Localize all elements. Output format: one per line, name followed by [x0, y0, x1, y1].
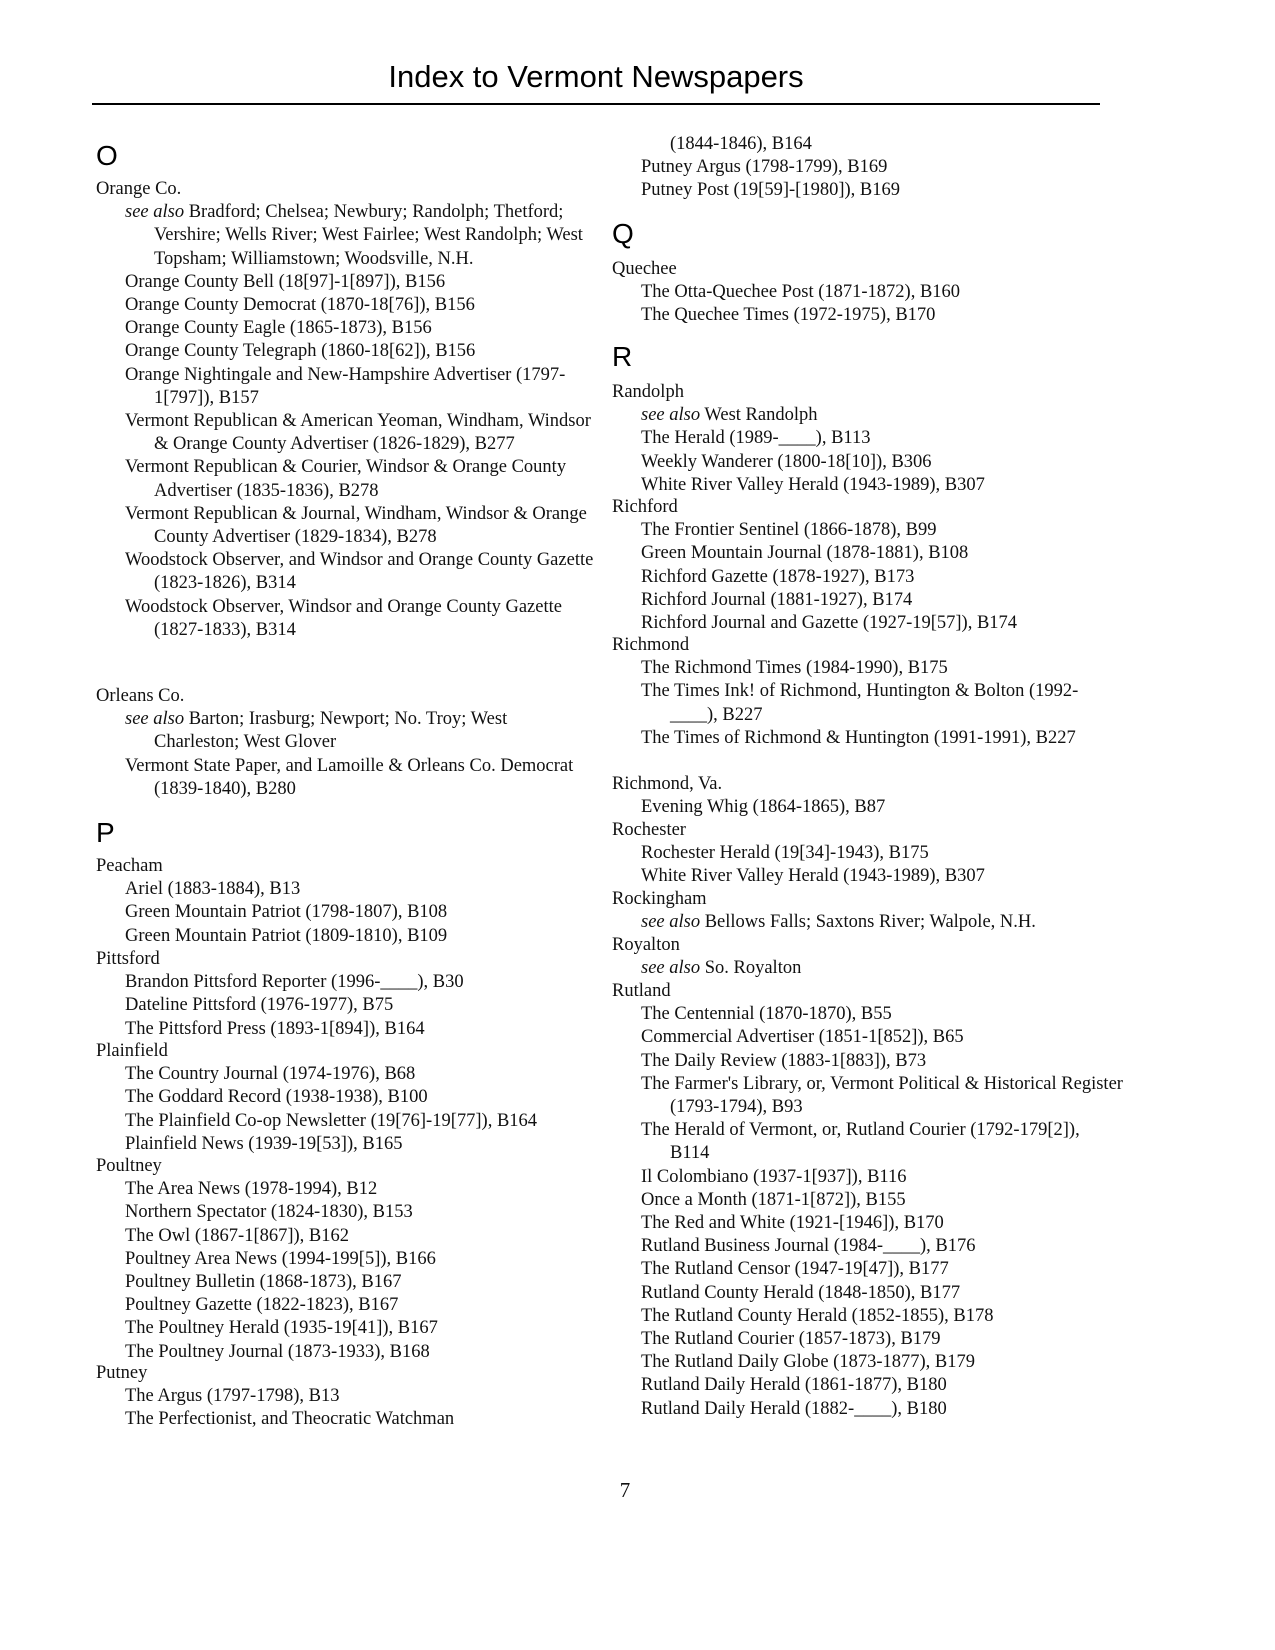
section-letter-p: P	[96, 817, 115, 848]
section-letter-o: O	[96, 140, 118, 171]
index-entry: The Rutland Daily Globe (1873-1877), B179	[641, 1352, 975, 1373]
see-also-places: So. Royalton	[704, 958, 802, 979]
see-also-places: Bradford; Chelsea; Newbury; Randolph; Thetford; Vershire; Wells River; West Fairlee; West Randolph; West Topsham; Williamstown; Woodsville, N.H.	[154, 202, 583, 269]
index-entry: Rochester Herald (19[34]-1943), B175	[641, 843, 929, 864]
index-group-peacham	[96, 855, 596, 948]
index-entry: Vermont State Paper, and Lamoille & Orleans Co. Democrat (1839-1840), B280	[125, 755, 574, 799]
index-entry: The Frontier Sentinel (1866-1878), B99	[641, 520, 937, 541]
index-entry: Woodstock Observer, and Windsor and Orange County Gazette (1823-1826), B314	[125, 550, 594, 594]
index-entry: The Richmond Times (1984-1990), B175	[641, 658, 948, 679]
index-entry: Orange County Bell (18[97]-1[897]), B156	[125, 271, 446, 292]
index-entry: Commercial Advertiser (1851-1[852]), B65	[641, 1027, 964, 1048]
index-group-randolph	[612, 381, 1112, 497]
index-entry: The Quechee Times (1972-1975), B170	[641, 305, 936, 326]
index-entry: The Poultney Journal (1873-1933), B168	[125, 1341, 430, 1362]
index-entry: The Otta-Quechee Post (1871-1872), B160	[641, 282, 961, 303]
index-entry: Once a Month (1871-1[872]), B155	[641, 1189, 906, 1210]
index-entry: The Times of Richmond & Huntington (1991-1991), B227	[641, 727, 1076, 748]
index-entry: Richford Gazette (1878-1927), B173	[641, 566, 915, 587]
index-entry: Orange Nightingale and New-Hampshire Advertiser (1797-1[797]), B157	[125, 364, 566, 408]
index-group-rutland	[612, 980, 1123, 1421]
index-entry: Rutland Daily Herald (1882-____), B180	[641, 1398, 947, 1419]
see-also-places: West Randolph	[704, 405, 818, 426]
see-also-label: see also	[641, 912, 701, 933]
see-also-entry	[96, 708, 594, 754]
index-entry: Putney Argus (1798-1799), B169	[641, 157, 888, 178]
index-entry: Green Mountain Journal (1878-1881), B108	[641, 543, 969, 564]
index-group-richmond	[612, 634, 1112, 750]
index-group-orange-co	[96, 178, 596, 642]
place-heading: Royalton	[612, 935, 680, 955]
place-heading: Randolph	[612, 382, 684, 402]
index-entry: Richford Journal and Gazette (1927-19[57]), B174	[641, 613, 1018, 634]
index-entry: Green Mountain Patriot (1809-1810), B109	[125, 925, 448, 946]
index-entry: The Owl (1867-1[867]), B162	[125, 1225, 350, 1246]
place-heading: Quechee	[612, 259, 677, 279]
index-entry: The Goddard Record (1938-1938), B100	[125, 1087, 428, 1108]
see-also-label: see also	[641, 958, 701, 979]
index-entry: Weekly Wanderer (1800-18[10]), B306	[641, 451, 932, 472]
place-heading: Peacham	[96, 856, 163, 876]
index-group-quechee	[612, 258, 1112, 328]
index-entry: Dateline Pittsford (1976-1977), B75	[125, 995, 394, 1016]
index-entry: The Perfectionist, and Theocratic Watchman	[125, 1409, 455, 1430]
index-entry: The Rutland Courier (1857-1873), B179	[641, 1329, 941, 1350]
see-also-label: see also	[125, 202, 185, 223]
index-entry: Green Mountain Patriot (1798-1807), B108	[125, 902, 448, 923]
index-group-royalton	[612, 934, 1112, 980]
place-heading: Orleans Co.	[96, 686, 185, 706]
index-group-putney	[96, 1362, 596, 1432]
index-entry: Rutland County Herald (1848-1850), B177	[641, 1282, 961, 1303]
index-entry: The Red and White (1921-[1946]), B170	[641, 1213, 944, 1234]
index-entry: The Daily Review (1883-1[883]), B73	[641, 1050, 927, 1071]
index-entry: The Rutland County Herald (1852-1855), B178	[641, 1305, 994, 1326]
index-entry: Orange County Eagle (1865-1873), B156	[125, 318, 432, 339]
index-entry: Orange County Democrat (1870-18[76]), B156	[125, 295, 475, 316]
index-entry: The Farmer's Library, or, Vermont Political & Historical Register (1793-1794), B93	[641, 1073, 1123, 1118]
section-letter-q: Q	[612, 218, 634, 249]
page-number: 7	[619, 1478, 631, 1502]
index-entry: Poultney Bulletin (1868-1873), B167	[125, 1272, 402, 1293]
index-entry: The Times Ink! of Richmond, Huntington & Bolton (1992-____), B227	[641, 681, 1079, 725]
index-entry: Evening Whig (1864-1865), B87	[641, 797, 886, 818]
index-entry: The Herald (1989-____), B113	[641, 428, 871, 449]
see-also-label: see also	[125, 709, 185, 730]
index-group-rockingham	[612, 888, 1112, 934]
index-entry: Rutland Daily Herald (1861-1877), B180	[641, 1375, 947, 1396]
place-heading: Rutland	[612, 981, 671, 1001]
index-entry: The Pittsford Press (1893-1[894]), B164	[125, 1018, 425, 1039]
index-group-rochester	[612, 819, 1112, 889]
place-heading: Orange Co.	[96, 179, 182, 199]
index-group-plainfield	[96, 1040, 596, 1156]
index-entry: Poultney Area News (1994-199[5]), B166	[125, 1248, 436, 1269]
index-entry: The Plainfield Co-op Newsletter (19[76]-19[77]), B164	[125, 1110, 538, 1131]
see-also-entry	[96, 201, 594, 271]
see-also-label: see also	[641, 405, 701, 426]
index-entry: The Argus (1797-1798), B13	[125, 1386, 340, 1407]
index-entry: The Centennial (1870-1870), B55	[641, 1004, 892, 1025]
index-entry: Vermont Republican & American Yeoman, Windham, Windsor & Orange County Advertiser (1826-1829), B277	[125, 411, 591, 455]
place-heading: Richford	[612, 497, 678, 517]
see-also-places: Barton; Irasburg; Newport; No. Troy; West Charleston; West Glover	[154, 709, 508, 753]
index-entry: Woodstock Observer, Windsor and Orange County Gazette (1827-1833), B314	[125, 596, 562, 640]
see-also-places: Bellows Falls; Saxtons River; Walpole, N.H.	[704, 912, 1036, 933]
index-entry: Richford Journal (1881-1927), B174	[641, 589, 913, 610]
section-letter-r: R	[612, 341, 633, 372]
index-entry: Putney Post (19[59]-[1980]), B169	[641, 180, 900, 201]
place-heading: Richmond, Va.	[612, 774, 723, 794]
place-heading: Rockingham	[612, 889, 707, 909]
place-heading: Rochester	[612, 820, 686, 840]
index-group-richford	[612, 496, 1112, 635]
index-group-richmond-va	[612, 773, 1112, 819]
index-entry: The Herald of Vermont, or, Rutland Courier (1792-179[2]), B114	[641, 1120, 1080, 1164]
index-entry: Poultney Gazette (1822-1823), B167	[125, 1295, 399, 1316]
index-entry-continuation: (1844-1846), B164	[670, 134, 812, 154]
index-entry: Rutland Business Journal (1984-____), B176	[641, 1236, 976, 1257]
index-entry: The Area News (1978-1994), B12	[125, 1179, 378, 1200]
index-entry: Plainfield News (1939-19[53]), B165	[125, 1133, 403, 1154]
index-group-pittsford	[96, 948, 596, 1041]
index-entry: White River Valley Herald (1943-1989), B307	[641, 474, 985, 495]
index-group-orleans-co	[96, 685, 596, 801]
index-group-putney-continued	[612, 133, 1112, 203]
place-heading: Plainfield	[96, 1041, 168, 1061]
index-entry: Ariel (1883-1884), B13	[125, 879, 301, 900]
index-entry: Vermont Republican & Courier, Windsor & Orange County Advertiser (1835-1836), B278	[125, 457, 567, 501]
index-entry: The Poultney Herald (1935-19[41]), B167	[125, 1318, 438, 1339]
page-title: Index to Vermont Newspapers	[92, 58, 1100, 105]
index-entry: Brandon Pittsford Reporter (1996-____), B30	[125, 972, 464, 993]
place-heading: Poultney	[96, 1156, 162, 1176]
place-heading: Richmond	[612, 635, 690, 655]
index-entry: Northern Spectator (1824-1830), B153	[125, 1202, 413, 1223]
place-heading: Putney	[96, 1363, 148, 1383]
see-also-entry	[612, 957, 1110, 980]
index-entry: The Rutland Censor (1947-19[47]), B177	[641, 1259, 949, 1280]
index-entry: Vermont Republican & Journal, Windham, Windsor & Orange County Advertiser (1829-1834), B278	[125, 503, 587, 548]
index-entry: White River Valley Herald (1943-1989), B307	[641, 866, 985, 887]
index-group-poultney	[96, 1155, 596, 1364]
see-also-entry	[612, 404, 1110, 427]
see-also-entry	[612, 911, 1140, 934]
index-entry: Il Colombiano (1937-1[937]), B116	[641, 1166, 907, 1187]
place-heading: Pittsford	[96, 949, 160, 969]
index-entry: Orange County Telegraph (1860-18[62]), B156	[125, 341, 476, 362]
index-entry: The Country Journal (1974-1976), B68	[125, 1064, 416, 1085]
